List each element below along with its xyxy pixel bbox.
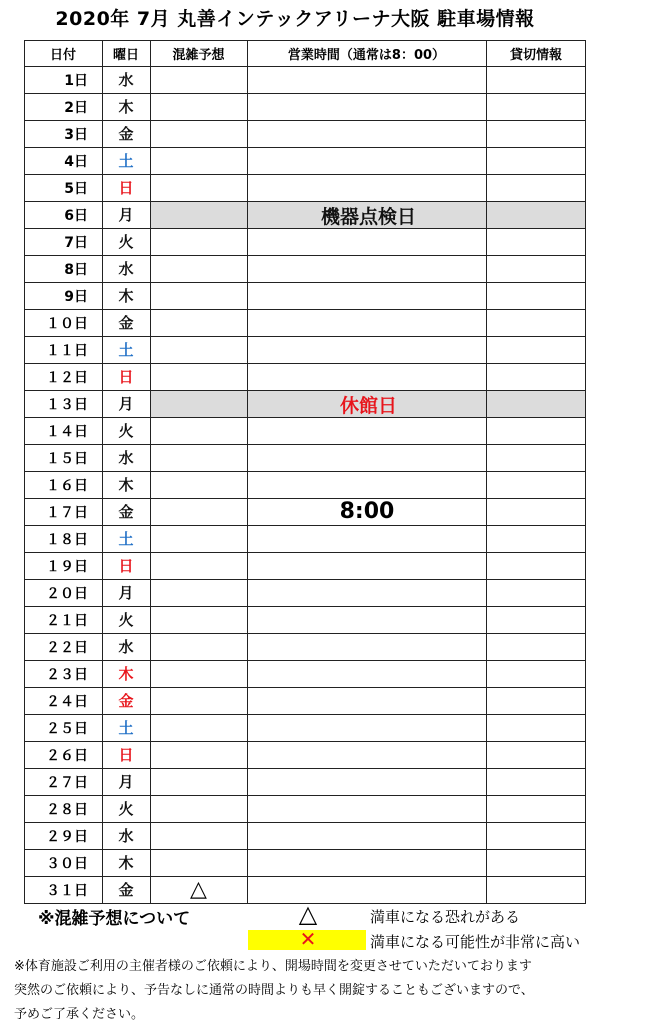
grid-row-line [24, 309, 586, 310]
parking-schedule-table [24, 40, 586, 903]
table-row [24, 255, 586, 282]
table-row [24, 849, 586, 876]
grid-row-line [24, 174, 586, 175]
row-date: ２０日 [46, 585, 88, 602]
grid-row-line [24, 525, 586, 526]
row-congestion-triangle-icon: △ [190, 877, 207, 902]
row-date: １２日 [46, 369, 88, 386]
row-date: 4日 [64, 153, 88, 170]
row-date: １９日 [46, 558, 88, 575]
table-row [24, 876, 586, 903]
row-date: １６日 [46, 477, 88, 494]
table-row [24, 741, 586, 768]
grid-column-line [102, 40, 103, 903]
row-date: ２１日 [46, 612, 88, 629]
row-day-of-week: 月 [118, 773, 134, 791]
row-day-of-week: 日 [118, 368, 134, 386]
legend-cross-text: 満車になる可能性が非常に高い [370, 933, 581, 951]
row-day-of-week: 金 [118, 503, 134, 521]
table-row [24, 579, 586, 606]
row-date: 5日 [64, 180, 88, 197]
grid-column-line [585, 40, 586, 903]
row-day-of-week: 月 [118, 584, 134, 602]
row-day-of-week: 木 [118, 287, 134, 305]
row-date: 3日 [64, 126, 88, 143]
row-day-of-week: 月 [118, 395, 134, 413]
row-date: 6日 [64, 207, 88, 224]
grid-row-line [24, 849, 586, 850]
header-congestion: 混雑予想 [172, 47, 225, 63]
grid-row-line [24, 714, 586, 715]
page-title: 2020年 7月 丸善インテックアリーナ大阪 駐車場情報 [55, 8, 535, 30]
grid-row-line [24, 228, 586, 229]
grid-row-line [24, 417, 586, 418]
grid-row-line [24, 741, 586, 742]
row-date: ２４日 [46, 693, 88, 710]
grid-row-line [24, 444, 586, 445]
grid-row-line [24, 471, 586, 472]
row-day-of-week: 木 [118, 476, 134, 494]
triangle-icon: △ [298, 900, 318, 928]
grid-row-line [24, 201, 586, 202]
grid-column-line [247, 40, 248, 903]
grid-row-line [24, 768, 586, 769]
row-day-of-week: 土 [118, 341, 134, 359]
grid-row-line [24, 552, 586, 553]
grid-row-line [24, 363, 586, 364]
row-day-of-week: 土 [118, 719, 134, 737]
table-row [24, 795, 586, 822]
table-row [24, 444, 586, 471]
table-row [24, 417, 586, 444]
table-row [24, 336, 586, 363]
row-day-of-week: 火 [118, 800, 134, 818]
grid-row-line [24, 795, 586, 796]
grid-row-line [24, 93, 586, 94]
table-row [24, 120, 586, 147]
note-line-1: ※体育施設ご利用の主催者様のご依頼により、開場時間を変更させていただいております [14, 959, 532, 974]
table-row [24, 768, 586, 795]
legend-triangle-text: 満車になる恐れがある [370, 908, 521, 926]
row-day-of-week: 土 [118, 152, 134, 170]
table-row [24, 552, 586, 579]
grid-row-line [24, 147, 586, 148]
grid-column-line [486, 40, 487, 903]
row-day-of-week: 金 [118, 881, 134, 899]
grid-column-line [24, 40, 25, 903]
row-date: ２２日 [46, 639, 88, 656]
grid-row-line [24, 255, 586, 256]
row-date: ２９日 [46, 828, 88, 845]
row-date: ２５日 [46, 720, 88, 737]
grid-row-line [24, 282, 586, 283]
row-date: １５日 [46, 450, 88, 467]
row-date: ２６日 [46, 747, 88, 764]
row-date: １３日 [46, 396, 88, 413]
row-day-of-week: 木 [118, 98, 134, 116]
row-day-of-week: 日 [118, 746, 134, 764]
table-row [24, 633, 586, 660]
row-date: １８日 [46, 531, 88, 548]
row-day-of-week: 金 [118, 314, 134, 332]
header-charter: 貸切情報 [509, 47, 562, 63]
note-line-3: 予めご了承ください。 [14, 1007, 145, 1022]
row-day-of-week: 火 [118, 233, 134, 251]
opening-time-label: 8:00 [339, 499, 395, 524]
table-row [24, 147, 586, 174]
table-row [24, 660, 586, 687]
row-date: ２３日 [46, 666, 88, 683]
row-day-of-week: 水 [118, 71, 134, 89]
row-day-of-week: 水 [118, 449, 134, 467]
table-row [24, 471, 586, 498]
table-row [24, 93, 586, 120]
grid-column-line [150, 40, 151, 903]
row-date: ２８日 [46, 801, 88, 818]
grid-row-line [24, 336, 586, 337]
table-row [24, 525, 586, 552]
table-row [24, 228, 586, 255]
closed-day-banner: 休館日 [151, 391, 586, 417]
row-day-of-week: 木 [118, 854, 134, 872]
grid-row-line [24, 876, 586, 877]
table-row [24, 714, 586, 741]
row-day-of-week: 金 [118, 692, 134, 710]
row-date: ３１日 [46, 882, 88, 899]
row-date: 2日 [64, 99, 88, 116]
grid-row-line [24, 687, 586, 688]
row-day-of-week: 水 [118, 260, 134, 278]
inspection-day-banner: 機器点検日 [151, 202, 586, 228]
grid-row-line [24, 390, 586, 391]
table-row [24, 606, 586, 633]
header-hours: 営業時間（通常は8：00） [287, 47, 446, 63]
table-row [24, 309, 586, 336]
row-day-of-week: 金 [118, 125, 134, 143]
grid-row-line [24, 606, 586, 607]
grid-row-line [24, 822, 586, 823]
table-row [24, 687, 586, 714]
table-row [24, 174, 586, 201]
grid-row-line [24, 633, 586, 634]
table-row [24, 282, 586, 309]
grid-row-line [24, 40, 586, 41]
grid-row-line [24, 120, 586, 121]
row-date: １１日 [46, 342, 88, 359]
table-header [24, 40, 586, 66]
row-date: ３０日 [46, 855, 88, 872]
grid-row-line [24, 498, 586, 499]
legend-title: ※混雑予想について [38, 909, 191, 929]
grid-row-line [24, 579, 586, 580]
header-date: 日付 [49, 47, 76, 63]
row-day-of-week: 水 [118, 638, 134, 656]
row-date: １７日 [46, 504, 88, 521]
row-date: 7日 [64, 234, 88, 251]
header-day-of-week: 曜日 [112, 47, 139, 63]
row-date: １０日 [46, 315, 88, 332]
row-day-of-week: 木 [118, 665, 134, 683]
grid-row-line [24, 66, 586, 67]
row-date: 1日 [64, 72, 88, 89]
table-row [24, 363, 586, 390]
row-date: 8日 [64, 261, 88, 278]
table-row [24, 822, 586, 849]
row-day-of-week: 火 [118, 611, 134, 629]
table-row [24, 66, 586, 93]
row-day-of-week: 日 [118, 179, 134, 197]
row-day-of-week: 水 [118, 827, 134, 845]
row-day-of-week: 月 [118, 206, 134, 224]
grid-row-line [24, 660, 586, 661]
row-date: ２７日 [46, 774, 88, 791]
row-date: 9日 [64, 288, 88, 305]
row-day-of-week: 日 [118, 557, 134, 575]
cross-icon: ✕ [299, 927, 317, 951]
note-line-2: 突然のご依頼により、予告なしに通常の時間よりも早く開錠することもございますので、 [14, 983, 534, 998]
row-date: １４日 [46, 423, 88, 440]
row-day-of-week: 火 [118, 422, 134, 440]
row-day-of-week: 土 [118, 530, 134, 548]
